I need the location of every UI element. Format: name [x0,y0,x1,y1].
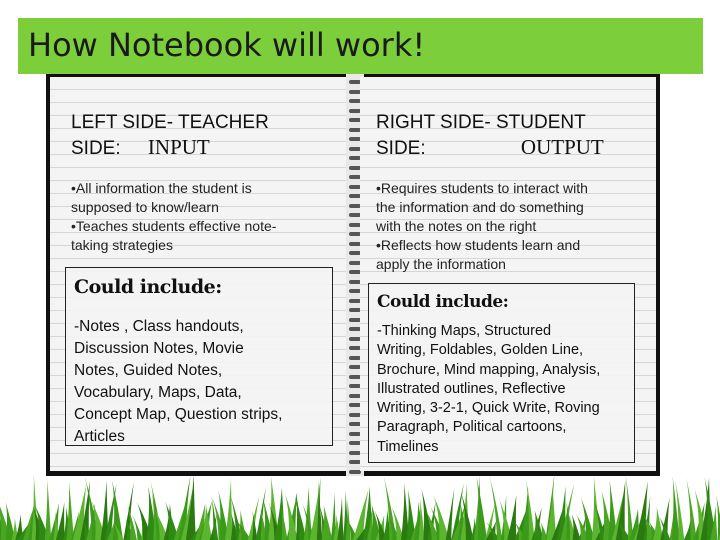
right-bullet-line: the information and do something [376,199,584,215]
right-box-line: Writing, 3-2-1, Quick Write, Roving [377,400,600,417]
grass-blade [45,480,51,540]
grass-blade [626,475,634,540]
right-box-line: Paragraph, Political cartoons, [377,419,567,436]
grass-decoration [0,470,720,540]
left-bullets [71,179,276,255]
grass-blade [66,482,74,540]
left-box-text [74,316,283,448]
left-heading-label: INPUT [147,135,210,159]
left-page [50,77,350,471]
left-box-line: -Notes , Class handouts, [74,318,244,335]
right-include-box [368,283,635,463]
right-heading-side: SIDE: [376,138,426,159]
left-bullet-line: taking strategies [71,237,173,253]
right-heading-label: OUTPUT [520,135,604,159]
left-box-line: Discussion Notes, Movie [74,340,244,357]
left-bullet-line: •Teaches students effective note- [71,218,277,234]
right-box-text [377,322,600,457]
right-heading [376,111,604,161]
left-box-line: Notes, Guided Notes, [74,362,223,379]
right-box-line: Writing, Foldables, Golden Line, [377,342,584,359]
left-box-line: Vocabulary, Maps, Data, [74,384,242,401]
grass-blade [337,497,343,540]
left-heading-line1: LEFT SIDE- TEACHER [71,112,269,133]
left-bullet-line: supposed to know/learn [71,199,219,215]
slide-title: How Notebook will work! [28,26,426,64]
right-bullet-line: with the notes on the right [376,218,537,234]
left-heading [71,111,269,161]
right-page [360,77,656,471]
right-bullets [376,179,588,274]
right-bullet-line: •Reflects how students learn and [376,237,581,253]
right-box-heading: Could include: [377,292,509,312]
title-bar [18,18,703,74]
left-include-box [65,267,333,446]
left-box-heading: Could include: [74,276,222,298]
right-box-line: Brochure, Mind mapping, Analysis, [377,361,601,378]
grass-blade [686,478,696,540]
left-box-line: Concept Map, Question strips, [74,406,283,423]
left-box-line: Articles [74,428,125,445]
right-bullet-line: apply the information [376,256,506,272]
left-heading-side: SIDE: [71,138,121,159]
right-box-line: -Thinking Maps, Structured [377,323,552,339]
right-bullet-line: •Requires students to interact with [376,180,588,196]
right-box-line: Illustrated outlines, Reflective [377,380,566,397]
right-heading-line1: RIGHT SIDE- STUDENT [376,112,586,133]
left-bullet-line: •All information the student is [71,180,252,196]
notebook [46,74,660,476]
right-box-line: Timelines [377,438,439,455]
